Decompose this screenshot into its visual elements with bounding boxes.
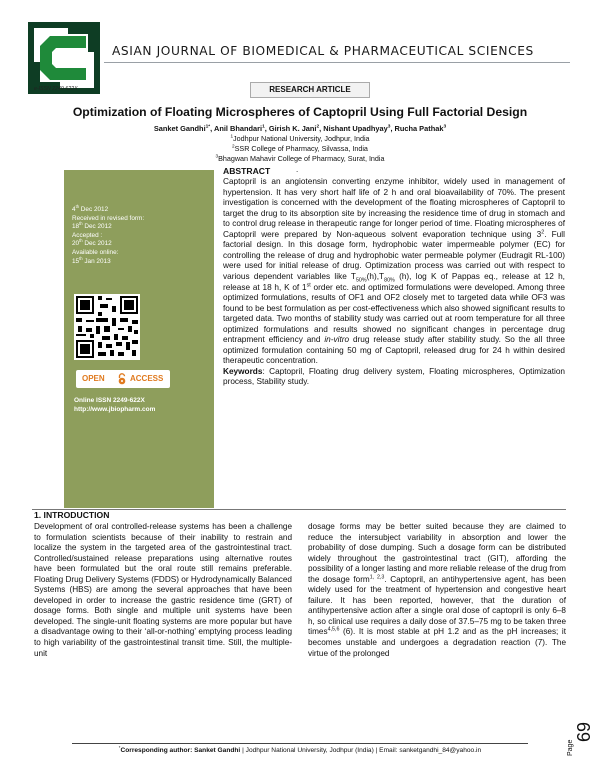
author-list: Sanket Gandhi$^{1*}$, Anil Bhandari$^1$, Girish K. Jani$^2$, Nishant Upadhyay$^3$, Rucha Pathak$^3$ xyxy=(153,124,447,133)
paper-title: Optimization of Floating Microspheres of Captopril Using Full Factorial Design xyxy=(72,105,528,119)
author-name: Sanket Gandhi xyxy=(153,124,206,133)
open-access-badge[interactable] xyxy=(76,370,170,388)
open-access-lock-icon xyxy=(116,373,128,385)
journal-url-link[interactable]: http://www.jbiopharm.com xyxy=(74,406,156,413)
author-name: Rucha Pathak xyxy=(394,124,444,133)
open-access-word-access: ACCESS xyxy=(130,374,164,383)
section-divider xyxy=(32,509,566,510)
open-access-word-open: OPEN xyxy=(82,374,105,383)
abstract-section xyxy=(223,166,565,388)
qr-code-icon[interactable] xyxy=(74,294,140,360)
journal-logo-icon xyxy=(28,22,100,94)
abstract-body: Captopril is an angiotensin converting enzyme inhibitor, widely used in management of hypertension. It has very short half life of 2 h and oral bioavailability of 70%. The present investigation is concerned with the development of the floating microspheres of Captopril to target the drug to its absorption site by increasing the residence time of drug in stomach and to control drug release in therapeutic range for longer period of time. Floating microspheres of Captopril were prepared by Non-aqueous solvent evaporation technique using $3^2$. Full factorial design. In this dosage form, hydrophobic water impermeable polymer (EC) for controlling the release of drug and hydrophobic water permeable polymer (Eudragit RL-100) were used for initial release of drug. Optimization process was carried out with respect to various dependent variables like $T_{50\%}(h),T_{80\%}$ (h), log K of Pappas eq., release at 12 h, release at 18 h, K of 1st order etc. and optimized formulations were developed. Among three optimized formulations, results of OF1 and OF2 closely met to targeted data while OF3 was found to be best formulation as per cost-effectiveness which also showed significant results to targeted data. Two months of stability study was carried out at room temperature for all three optimized formulations and results showed no significant changes in percentage drug entrapment efficiency and in-vitro drug release study after stability study. So the all three optimized formulation containing 50 mg of Captopril, released drug for 24 h within desired therapeutic concentration. xyxy=(223,177,565,366)
introduction-heading: 1. INTRODUCTION xyxy=(34,510,110,520)
online-issn: Online ISSN 2249-622X xyxy=(74,397,145,404)
footer-divider xyxy=(72,743,528,744)
author-name: Nishant Upadhyay xyxy=(323,124,388,133)
page-label: Page xyxy=(567,739,574,756)
abstract-heading: ABSTRACT xyxy=(223,166,271,176)
keywords: Keywords: Captopril, Floating drug delivery system, Floating microspheres, Optimization process, Stability study. xyxy=(223,366,565,387)
affiliation: $^2$SSR College of Pharmacy, Silvassa, India xyxy=(232,143,368,153)
affiliation: $^3$Bhagwan Mahavir College of Pharmacy, Surat, India xyxy=(215,153,385,163)
journal-title: ASIAN JOURNAL OF BIOMEDICAL & PHARMACEUTICAL SCIENCES xyxy=(112,44,534,58)
corresponding-author-footer: *Corresponding author: Sanket Gandhi | Jodhpur National University, Jodhpur (India) | Email: sanketgandhi_84@yahoo.in xyxy=(118,744,482,754)
affiliation-dot: . xyxy=(296,165,299,174)
author-name: Anil Bhandari xyxy=(214,124,263,133)
author-name: Girish K. Jani xyxy=(268,124,317,133)
page-number: 69 xyxy=(574,721,594,742)
issn-label: e-ISSN 2249-622X xyxy=(34,86,78,92)
affiliation: $^1$Jodhpur National University, Jodhpur, India xyxy=(230,133,370,143)
intro-left-column: Development of oral controlled-release systems has been a challenge to formulation scientists because of their inability to restrain and localize the system in the targeted area of the gastrointestinal tract. Controlled/sustained release preparations using alternative routes have been formulated but the oral route still remains preferable. Floating Drug Delivery Systems (FDDS) or Hydrodynamically Balanced Systems (HBS) are among the several approaches that have been developed in order to increase the gastric residence time (GRT) of dosage forms. Both single and multiple unit systems have been developed. The single-unit floating systems are more popular but have a disadvantage owing to their ‘all-or-nothing’ emptying process leading to high variability of the gastrointestinal transit time. Still, the multiple-unit xyxy=(34,522,292,658)
article-type-badge: RESEARCH ARTICLE xyxy=(250,82,370,98)
intro-right-column: dosage forms may be better suited because they are claimed to reduce the intersubject variability in absorption and lower the probability of dose dumping. Such a dosage form can be distributed widely throughout the gastrointestinal tract (GIT), affording the possibility of a longer lasting and more reliable release of the drug from the dosage form$^{1, 2,3}$. Captopril, an antihypertensive agent, has been widely used for the treatment of hypertension and congestive heart failure. It has been reported, however, that the duration of antihypertensive action after a single oral dose of captopril is only 6–8 h, so clinical use requires a daily dose of 37.5–75 mg to be taken three times$^{4,5,6}$ (6). It is most stable at pH 1.2 and as the pH increases; it becomes unstable and undergoes a degradation reaction (7). The virtue of the prolonged xyxy=(308,522,566,658)
article-dates: 4th Dec 2012 Received in revised form: 18th Dec 2012 Accepted : 20th Dec 2012 Available online: 15th Jan 2013 xyxy=(72,203,145,265)
header-divider xyxy=(104,62,570,63)
article-info-sidebar xyxy=(64,170,214,508)
